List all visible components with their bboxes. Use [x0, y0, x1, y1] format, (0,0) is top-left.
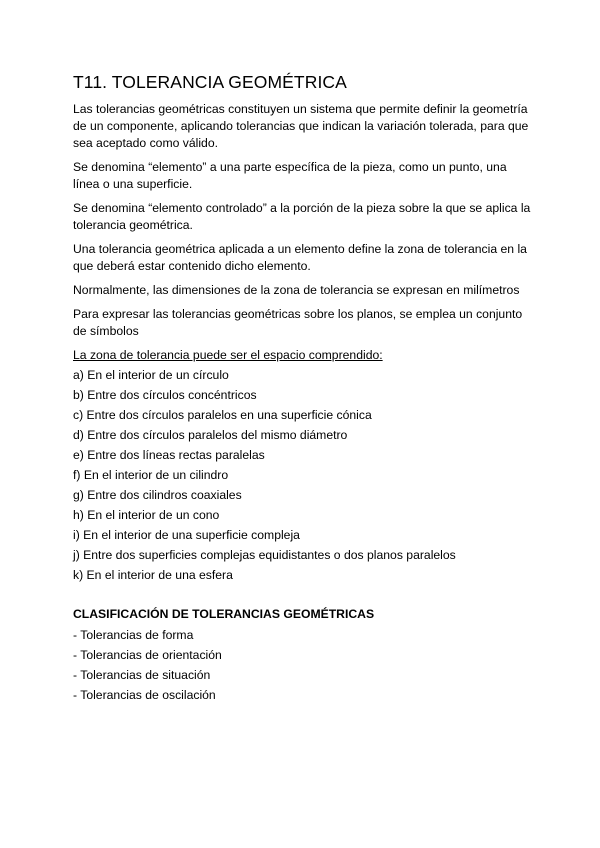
list-item: d) Entre dos círculos paralelos del mismo diámetro	[73, 428, 348, 442]
list-item: - Tolerancias de forma	[73, 628, 194, 642]
paragraph-elemento-controlado: Se denomina “elemento controlado” a la porción de la pieza sobre la que se aplica la tolerancia geométrica.	[73, 201, 531, 232]
paragraph-simbolos: Para expresar las tolerancias geométricas sobre los planos, se emplea un conjunto de símbolos	[73, 307, 523, 338]
document-title: T11. TOLERANCIA GEOMÉTRICA	[73, 72, 347, 92]
list-item: j) Entre dos superficies complejas equidistantes o dos planos paralelos	[73, 548, 456, 562]
list-item: f) En el interior de un cilindro	[73, 468, 229, 482]
classification-list	[73, 627, 533, 704]
paragraph-definition: Las tolerancias geométricas constituyen un sistema que permite definir la geometría de un componente, aplicando tolerancias que indican la variación tolerada, para que sea aceptado como válido.	[73, 102, 529, 150]
list-item: - Tolerancias de situación	[73, 668, 211, 682]
list-item: e) Entre dos líneas rectas paralelas	[73, 448, 265, 462]
list-item: a) En el interior de un círculo	[73, 368, 229, 382]
list-item: b) Entre dos círculos concéntricos	[73, 388, 257, 402]
list-item: h) En el interior de un cono	[73, 508, 220, 522]
paragraph-elemento: Se denomina “elemento” a una parte específica de la pieza, como un punto, una línea o una superficie.	[73, 160, 507, 191]
list-item: - Tolerancias de oscilación	[73, 688, 216, 702]
paragraph-dimensiones: Normalmente, las dimensiones de la zona de tolerancia se expresan en milímetros	[73, 283, 520, 297]
list-item: - Tolerancias de orientación	[73, 648, 222, 662]
paragraph-zona-tolerancia: Una tolerancia geométrica aplicada a un elemento define la zona de tolerancia en la que deberá estar contenido dicho elemento.	[73, 242, 527, 273]
list-item: k) En el interior de una esfera	[73, 568, 233, 582]
list-item: c) Entre dos círculos paralelos en una superficie cónica	[73, 408, 372, 422]
document-content	[73, 70, 533, 707]
classification-heading: CLASIFICACIÓN DE TOLERANCIAS GEOMÉTRICAS	[73, 607, 375, 621]
list-item: i) En el interior de una superficie compleja	[73, 528, 300, 542]
zone-list	[73, 367, 533, 584]
list-item: g) Entre dos cilindros coaxiales	[73, 488, 242, 502]
zone-heading: La zona de tolerancia puede ser el espacio comprendido:	[73, 348, 383, 362]
